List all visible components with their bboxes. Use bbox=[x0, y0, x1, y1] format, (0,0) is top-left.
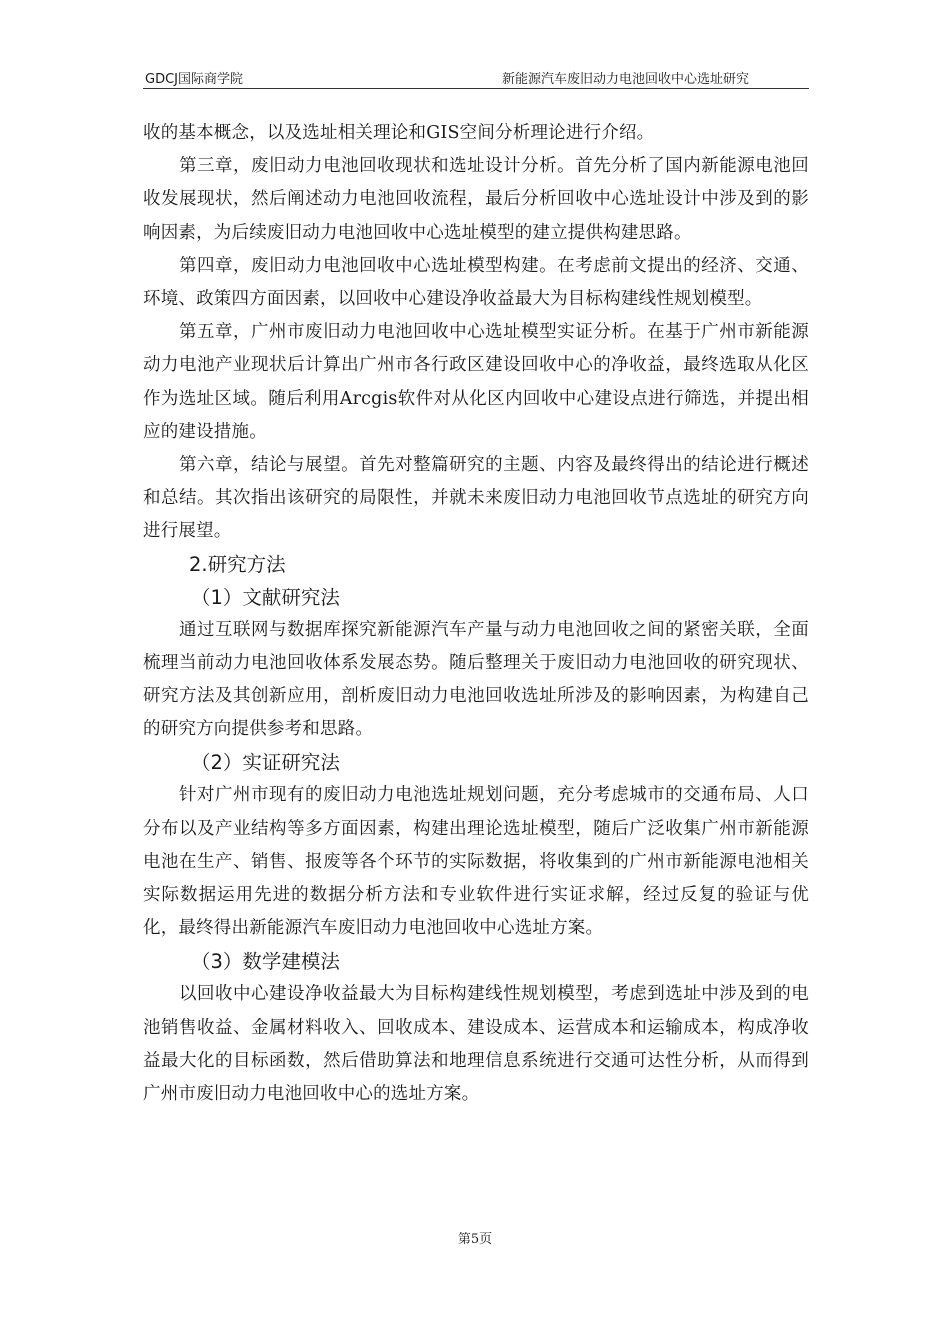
body-paragraph: 以回收中心建设净收益最大为目标构建线性规划模型，考虑到选址中涉及到的电池销售收益、金属材料收入、回收成本、建设成本、运营成本和运输成本，构成净收益最大化的目标函数，然后借助算法和地理信息系统进行交通可达性分析，从而得到广州市废旧动力电池回收中心的选址方案。 bbox=[143, 984, 809, 1105]
header-title: 新能源汽车废旧动力电池回收中心选址研究 bbox=[501, 72, 749, 87]
body-paragraph: 第五章，广州市废旧动力电池回收中心选址模型实证分析。在基于广州市新能源动力电池产业现状后计算出广州市各行政区建设回收中心的净收益，最终选取从化区作为选址区域。随后利用Arcgis软件对从化区内回收中心建设点进行筛选，并提出相应的建设措施。 bbox=[143, 322, 809, 442]
page-number: 第5页 bbox=[457, 1232, 493, 1247]
subsection-heading: （3）数学建模法 bbox=[191, 950, 340, 974]
page-body bbox=[143, 117, 809, 1111]
body-paragraph: 针对广州市现有的废旧动力电池选址规划问题，充分考虑城市的交通布局、人口分布以及产业结构等多方面因素，构建出理论选址模型，随后广泛收集广州市新能源电池在生产、销售、报废等各个环节的实际数据，将收集到的广州市新能源电池相关实际数据运用先进的数据分析方法和专业软件进行实证求解，经过反复的验证与优化，最终得出新能源汽车废旧动力电池回收中心选址方案。 bbox=[143, 785, 809, 939]
subsection-heading: （2）实证研究法 bbox=[191, 751, 340, 775]
body-paragraph: 第六章，结论与展望。首先对整篇研究的主题、内容及最终得出的结论进行概述和总结。其次指出该研究的局限性，并就未来废旧动力电池回收节点选址的研究方向进行展望。 bbox=[143, 455, 809, 542]
header-institution: GDCJ国际商学院 bbox=[145, 72, 243, 87]
body-paragraph: 第三章，废旧动力电池回收现状和选址设计分析。首先分析了国内新能源电池回收发展现状，然后阐述动力电池回收流程，最后分析回收中心选址设计中涉及到的影响因素，为后续废旧动力电池回收中心选址模型的建立提供构建思路。 bbox=[143, 156, 809, 243]
section-heading: 2.研究方法 bbox=[189, 552, 286, 576]
subsection-heading: （1）文献研究法 bbox=[191, 585, 340, 609]
body-paragraph: 通过互联网与数据库探究新能源汽车产量与动力电池回收之间的紧密关联，全面梳理当前动力电池回收体系发展态势。随后整理关于废旧动力电池回收的研究现状、研究方法及其创新应用，剖析废旧动力电池回收选址所涉及的影响因素，为构建自己的研究方向提供参考和思路。 bbox=[143, 619, 809, 740]
page-header bbox=[143, 66, 809, 89]
body-paragraph: 第四章，废旧动力电池回收中心选址模型构建。在考虑前文提出的经济、交通、环境、政策四方面因素，以回收中心建设净收益最大为目标构建线性规划模型。 bbox=[143, 255, 809, 310]
body-paragraph: 收的基本概念，以及选址相关理论和GIS空间分析理论进行介绍。 bbox=[143, 123, 655, 143]
